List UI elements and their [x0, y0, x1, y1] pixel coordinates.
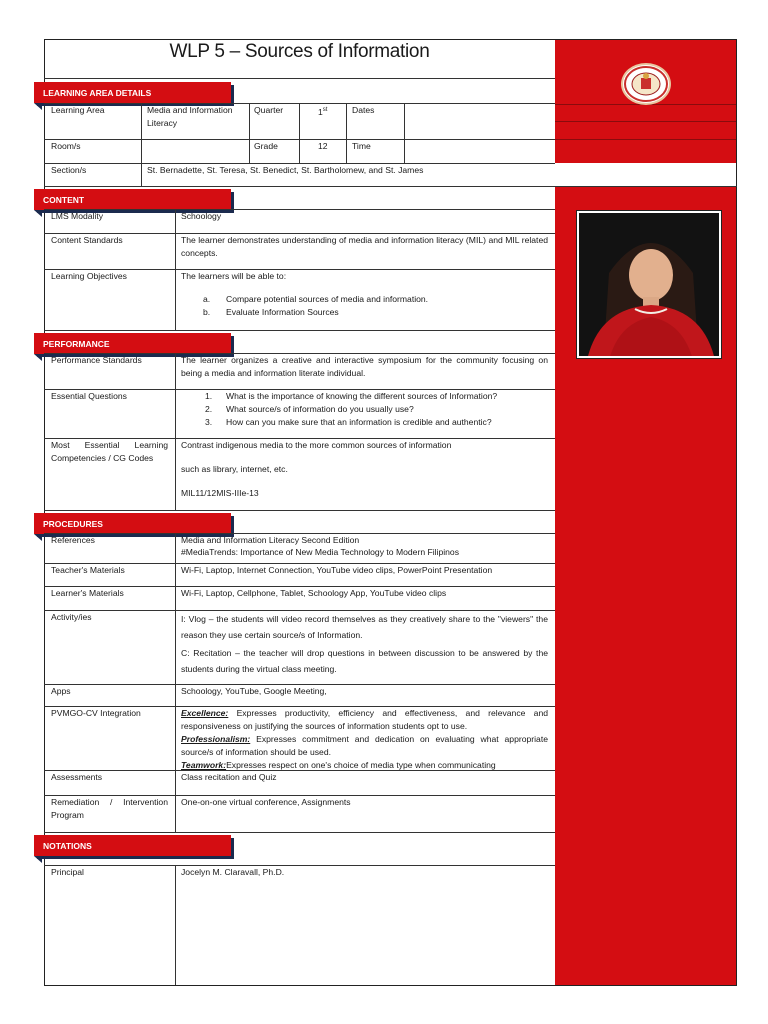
- pvmgo-teamwork: Teamwork:Expresses respect on one's choice of media type when communicating: [181, 760, 496, 770]
- teacher-materials-value: Wi-Fi, Laptop, Internet Connection, YouTube video clips, PowerPoint Presentation: [181, 565, 493, 575]
- section-header-content: CONTENT: [34, 189, 231, 210]
- page-title: WLP 5 – Sources of Information: [169, 41, 430, 62]
- question-marker: 1.: [205, 391, 213, 401]
- teacher-materials-label: Teacher's Materials: [51, 565, 125, 575]
- objective-marker: b.: [203, 307, 211, 317]
- competency-code: MIL11/12MIS-IIIe-13: [181, 488, 259, 498]
- activity-recitation: C: Recitation – the teacher will drop questions in between discussion to be answered by the students during the virtual class meeting.: [181, 648, 548, 674]
- section-header-notations: NOTATIONS: [34, 835, 231, 856]
- objective-text: Evaluate Information Sources: [226, 307, 339, 317]
- principal-value: Jocelyn M. Claravall, Ph.D.: [181, 867, 285, 877]
- grade-label: Grade: [254, 141, 278, 151]
- references-label: References: [51, 535, 95, 545]
- grade-value: 12: [318, 141, 328, 151]
- objective-marker: a.: [203, 294, 211, 304]
- references-line1: Media and Information Literacy Second Edition: [181, 535, 360, 545]
- question-text: What source/s of information do you usually use?: [226, 404, 414, 414]
- teacher-portrait: [577, 211, 721, 358]
- remediation-label: Remediation / Intervention Program: [51, 797, 168, 820]
- apps-label: Apps: [51, 686, 71, 696]
- competency-line2: such as library, internet, etc.: [181, 464, 288, 474]
- performance-standards-label: Performance Standards: [51, 355, 142, 365]
- side-divider: [555, 121, 736, 122]
- pvmgo-label: PVMGO-CV Integration: [51, 708, 141, 718]
- assessments-value: Class recitation and Quiz: [181, 772, 277, 782]
- content-standards-value: The learner demonstrates understanding of media and information literacy (MIL) and MIL related concepts.: [181, 235, 548, 258]
- learner-materials-label: Learner's Materials: [51, 588, 124, 598]
- learning-objectives-intro: The learners will be able to:: [181, 271, 287, 281]
- section-header-procedures: PROCEDURES: [34, 513, 231, 534]
- principal-label: Principal: [51, 867, 84, 877]
- question-text: What is the importance of knowing the different sources of Information?: [226, 391, 498, 401]
- dates-label: Dates: [352, 105, 375, 115]
- lms-label: LMS Modality: [51, 211, 104, 221]
- learning-objectives-label: Learning Objectives: [51, 271, 127, 281]
- question-marker: 2.: [205, 404, 213, 414]
- activities-label: Activity/ies: [51, 612, 92, 622]
- essential-questions-label: Essential Questions: [51, 391, 127, 401]
- room-label: Room/s: [51, 141, 81, 151]
- section-header-learning-area: LEARNING AREA DETAILS: [34, 82, 231, 103]
- references-line2: #MediaTrends: Importance of New Media Technology to Modern Filipinos: [181, 547, 460, 557]
- question-text: How can you make sure that an information is credible and authentic?: [226, 417, 492, 427]
- performance-standards-value: The learner organizes a creative and interactive symposium for the community focusing on being a media and information literate individual.: [181, 355, 548, 378]
- learning-area-value: Media and Information Literacy: [147, 105, 233, 128]
- objective-text: Compare potential sources of media and information.: [226, 294, 429, 304]
- learner-materials-value: Wi-Fi, Laptop, Cellphone, Tablet, Schoology App, YouTube video clips: [181, 588, 447, 598]
- lms-value: Schoology: [181, 211, 222, 221]
- assessments-label: Assessments: [51, 772, 103, 782]
- apps-value: Schoology, YouTube, Google Meeting,: [181, 686, 327, 696]
- content-standards-label: Content Standards: [51, 235, 123, 245]
- activity-vlog: I: Vlog – the students will video record themselves as they creatively share to the "viewers" the reason they use certain source/s of Information.: [181, 614, 548, 640]
- competency-line1: Contrast indigenous media to the more common sources of information: [181, 440, 452, 450]
- time-label: Time: [352, 141, 371, 151]
- school-seal-icon: [621, 63, 671, 105]
- quarter-value: 1st: [318, 106, 328, 117]
- pvmgo-professionalism: Professionalism: Expresses commitment and dedication on evaluating what appropriate source/s of information should be used.: [181, 734, 549, 757]
- pvmgo-excellence: Excellence: Expresses productivity, efficiency and effectiveness, and relevance and responsiveness on justifying the sources of information students opt to use.: [181, 708, 548, 731]
- section-label: Section/s: [51, 165, 87, 175]
- remediation-value: One-on-one virtual conference, Assignments: [181, 797, 351, 807]
- question-marker: 3.: [205, 417, 213, 427]
- learning-area-label: Learning Area: [51, 105, 105, 115]
- quarter-label: Quarter: [254, 105, 284, 115]
- section-header-performance: PERFORMANCE: [34, 333, 231, 354]
- side-divider: [555, 139, 736, 140]
- competencies-label: Most Essential Learning Competencies / CG Codes: [51, 440, 168, 463]
- section-value: St. Bernadette, St. Teresa, St. Benedict, St. Bartholomew, and St. James: [147, 165, 424, 175]
